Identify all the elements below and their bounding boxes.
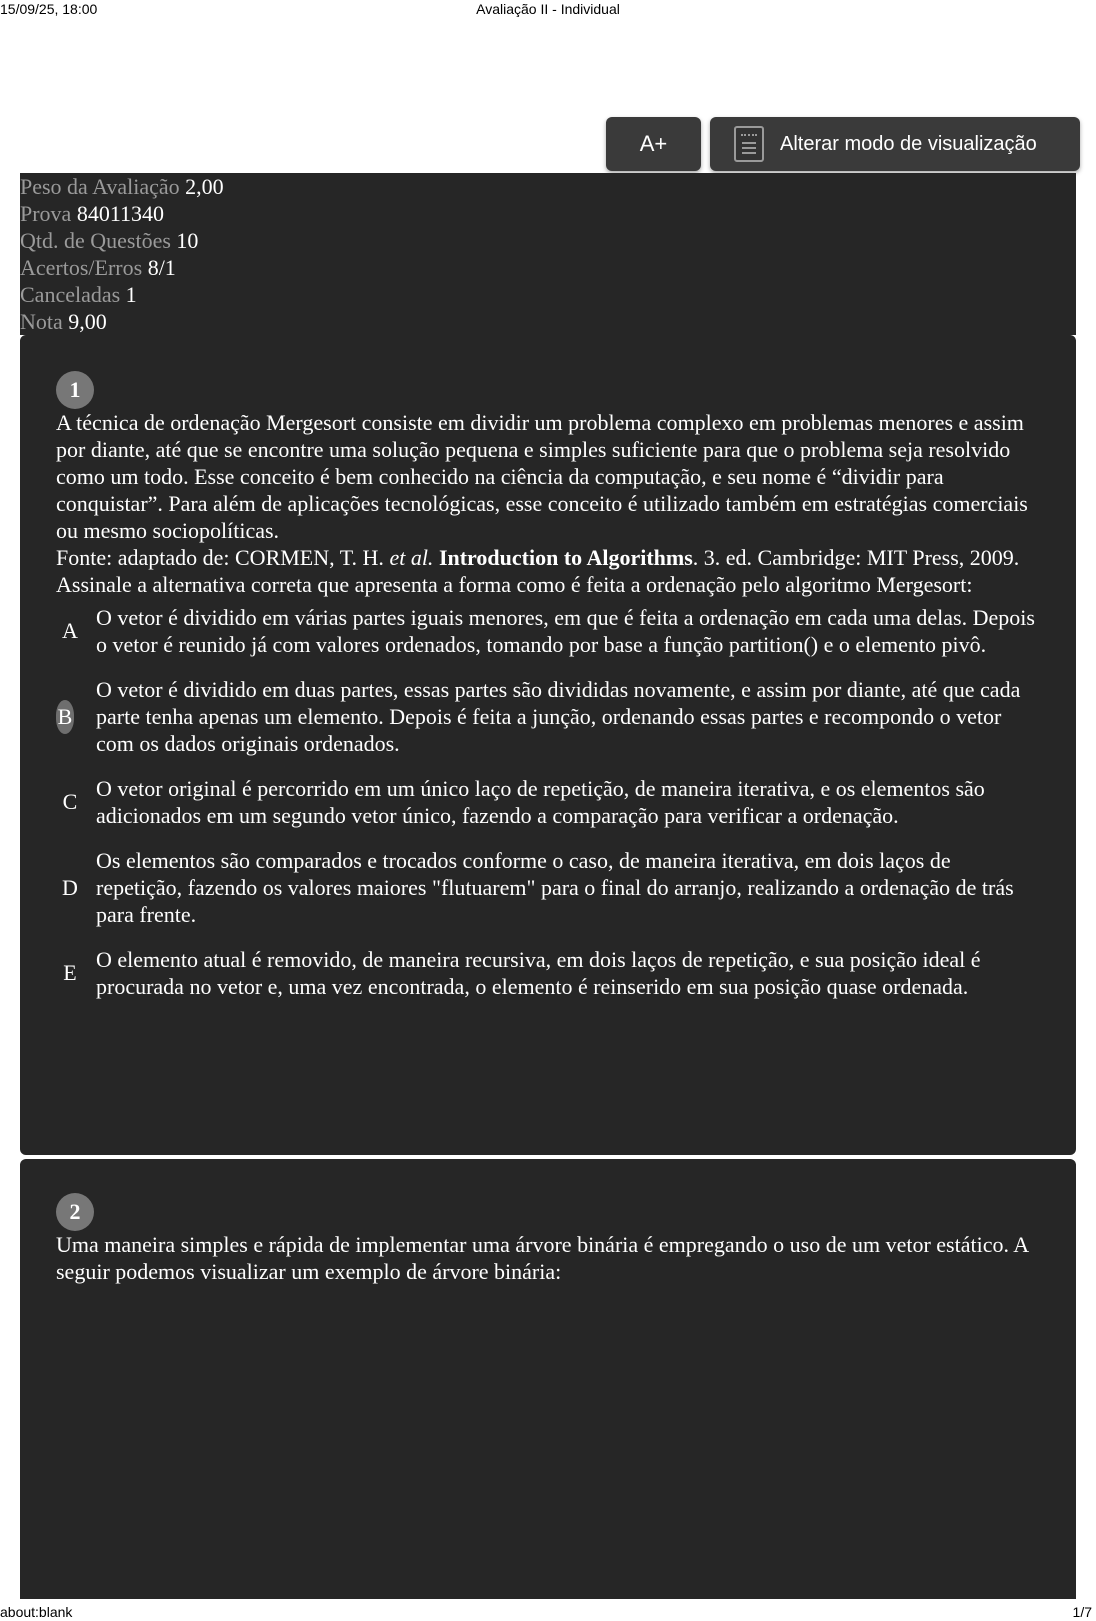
weight-value: 2,00 — [185, 174, 224, 199]
view-mode-button[interactable] — [710, 117, 1080, 171]
question-prompt: Assinale a alternativa correta que apresenta a forma como é feita a ordenação pelo algoritmo Mergesort: — [56, 572, 973, 597]
print-url: about:blank — [0, 1604, 73, 1620]
option-letter: A — [62, 618, 78, 643]
score-value: 8/1 — [147, 255, 176, 280]
question-number-badge: 2 — [56, 1193, 94, 1231]
print-footer — [0, 1603, 1096, 1621]
print-header — [0, 0, 1096, 18]
questions-label: Qtd. de Questões — [20, 228, 171, 253]
exam-value: 84011340 — [76, 201, 165, 226]
summary-canceled-row — [20, 281, 1076, 308]
print-datetime: 15/09/25, 18:00 — [0, 1, 98, 17]
canceled-label: Canceladas — [20, 282, 121, 307]
exam-label: Prova — [20, 201, 72, 226]
canceled-value: 1 — [125, 282, 137, 307]
option-letter-selected: B — [56, 700, 74, 734]
source-suffix: . 3. ed. Cambridge: MIT Press, 2009. — [692, 545, 1020, 570]
option-text: O vetor é dividido em várias partes iguais menores, em que é feita a ordenação em cada uma delas. Depois o vetor é reunido já com valores ordenados, tomando por base a função partition() e o elemento pivô. — [96, 605, 1035, 657]
option-b[interactable] — [56, 676, 1040, 757]
questions-value: 10 — [176, 228, 199, 253]
increase-font-button[interactable]: A+ — [606, 117, 701, 171]
print-page: 1/7 — [1072, 1604, 1092, 1620]
options-list — [56, 604, 1040, 1000]
option-d[interactable] — [56, 847, 1040, 928]
option-text: O elemento atual é removido, de maneira recursiva, em dois laços de repetição, e sua posição ideal é procurada no vetor e, uma vez encontrada, o elemento é reinserido em sua posição quase ordenada. — [96, 947, 981, 999]
grade-value: 9,00 — [68, 309, 107, 334]
option-letter: E — [63, 960, 77, 985]
option-text: O vetor original é percorrido em um único laço de repetição, de maneira iterativa, e os elementos são adicionados em um segundo vetor único, fazendo a comparação para verificar a ordenação. — [96, 776, 985, 828]
document-icon — [734, 126, 764, 162]
question-card-2 — [20, 1159, 1076, 1599]
question-source — [56, 544, 1040, 571]
option-c[interactable] — [56, 775, 1040, 829]
option-a[interactable] — [56, 604, 1040, 658]
summary-exam-row — [20, 200, 1076, 227]
question-number-badge: 1 — [56, 371, 94, 409]
option-letter: D — [62, 874, 78, 900]
question-card-1 — [20, 335, 1076, 1155]
option-letter: C — [62, 789, 78, 814]
question-paragraph: A técnica de ordenação Mergesort consiste em dividir um problema complexo em problemas menores e assim por diante, até que se encontre uma solução pequena e simples suficiente para que o problema seja resolvido como um todo. Esse conceito é bem conhecido na ciência da computação, e seu nome é “dividir para conquistar”. Para além de aplicações tecnológicas, esse conceito é utilizado também em estratégias comerciais ou mesmo sociopolíticas. — [56, 410, 1028, 543]
grade-label: Nota — [20, 309, 63, 334]
print-title: Avaliação II - Individual — [476, 1, 620, 17]
source-book: Introduction to Algorithms — [438, 545, 693, 570]
weight-label: Peso da Avaliação — [20, 174, 180, 199]
summary-weight-row — [20, 173, 1076, 200]
score-label: Acertos/Erros — [20, 255, 143, 280]
summary-questions-row — [20, 227, 1076, 254]
summary-score-row — [20, 254, 1076, 281]
exam-summary — [20, 173, 1076, 335]
question-paragraph: Uma maneira simples e rápida de implementar uma árvore binária é empregando o uso de um vetor estático. A seguir podemos visualizar um exemplo de árvore binária: — [56, 1232, 1028, 1284]
option-text: Os elementos são comparados e trocados conforme o caso, de maneira iterativa, em dois laços de repetição, fazendo os valores maiores "flutuarem" para o final do arranjo, realizando a ordenação de trás para frente. — [96, 848, 1014, 927]
option-e[interactable] — [56, 946, 1040, 1000]
summary-grade-row — [20, 308, 1076, 335]
view-mode-label: Alterar modo de visualização — [780, 132, 1037, 155]
source-etal: et al. — [389, 545, 434, 570]
option-text: O vetor é dividido em duas partes, essas partes são divididas novamente, e assim por diante, até que cada parte tenha apenas um elemento. Depois é feita a junção, ordenando essas partes e recompondo o vetor com os dados originais ordenados. — [96, 677, 1021, 756]
source-prefix: Fonte: adaptado de: CORMEN, T. H. — [56, 545, 390, 570]
